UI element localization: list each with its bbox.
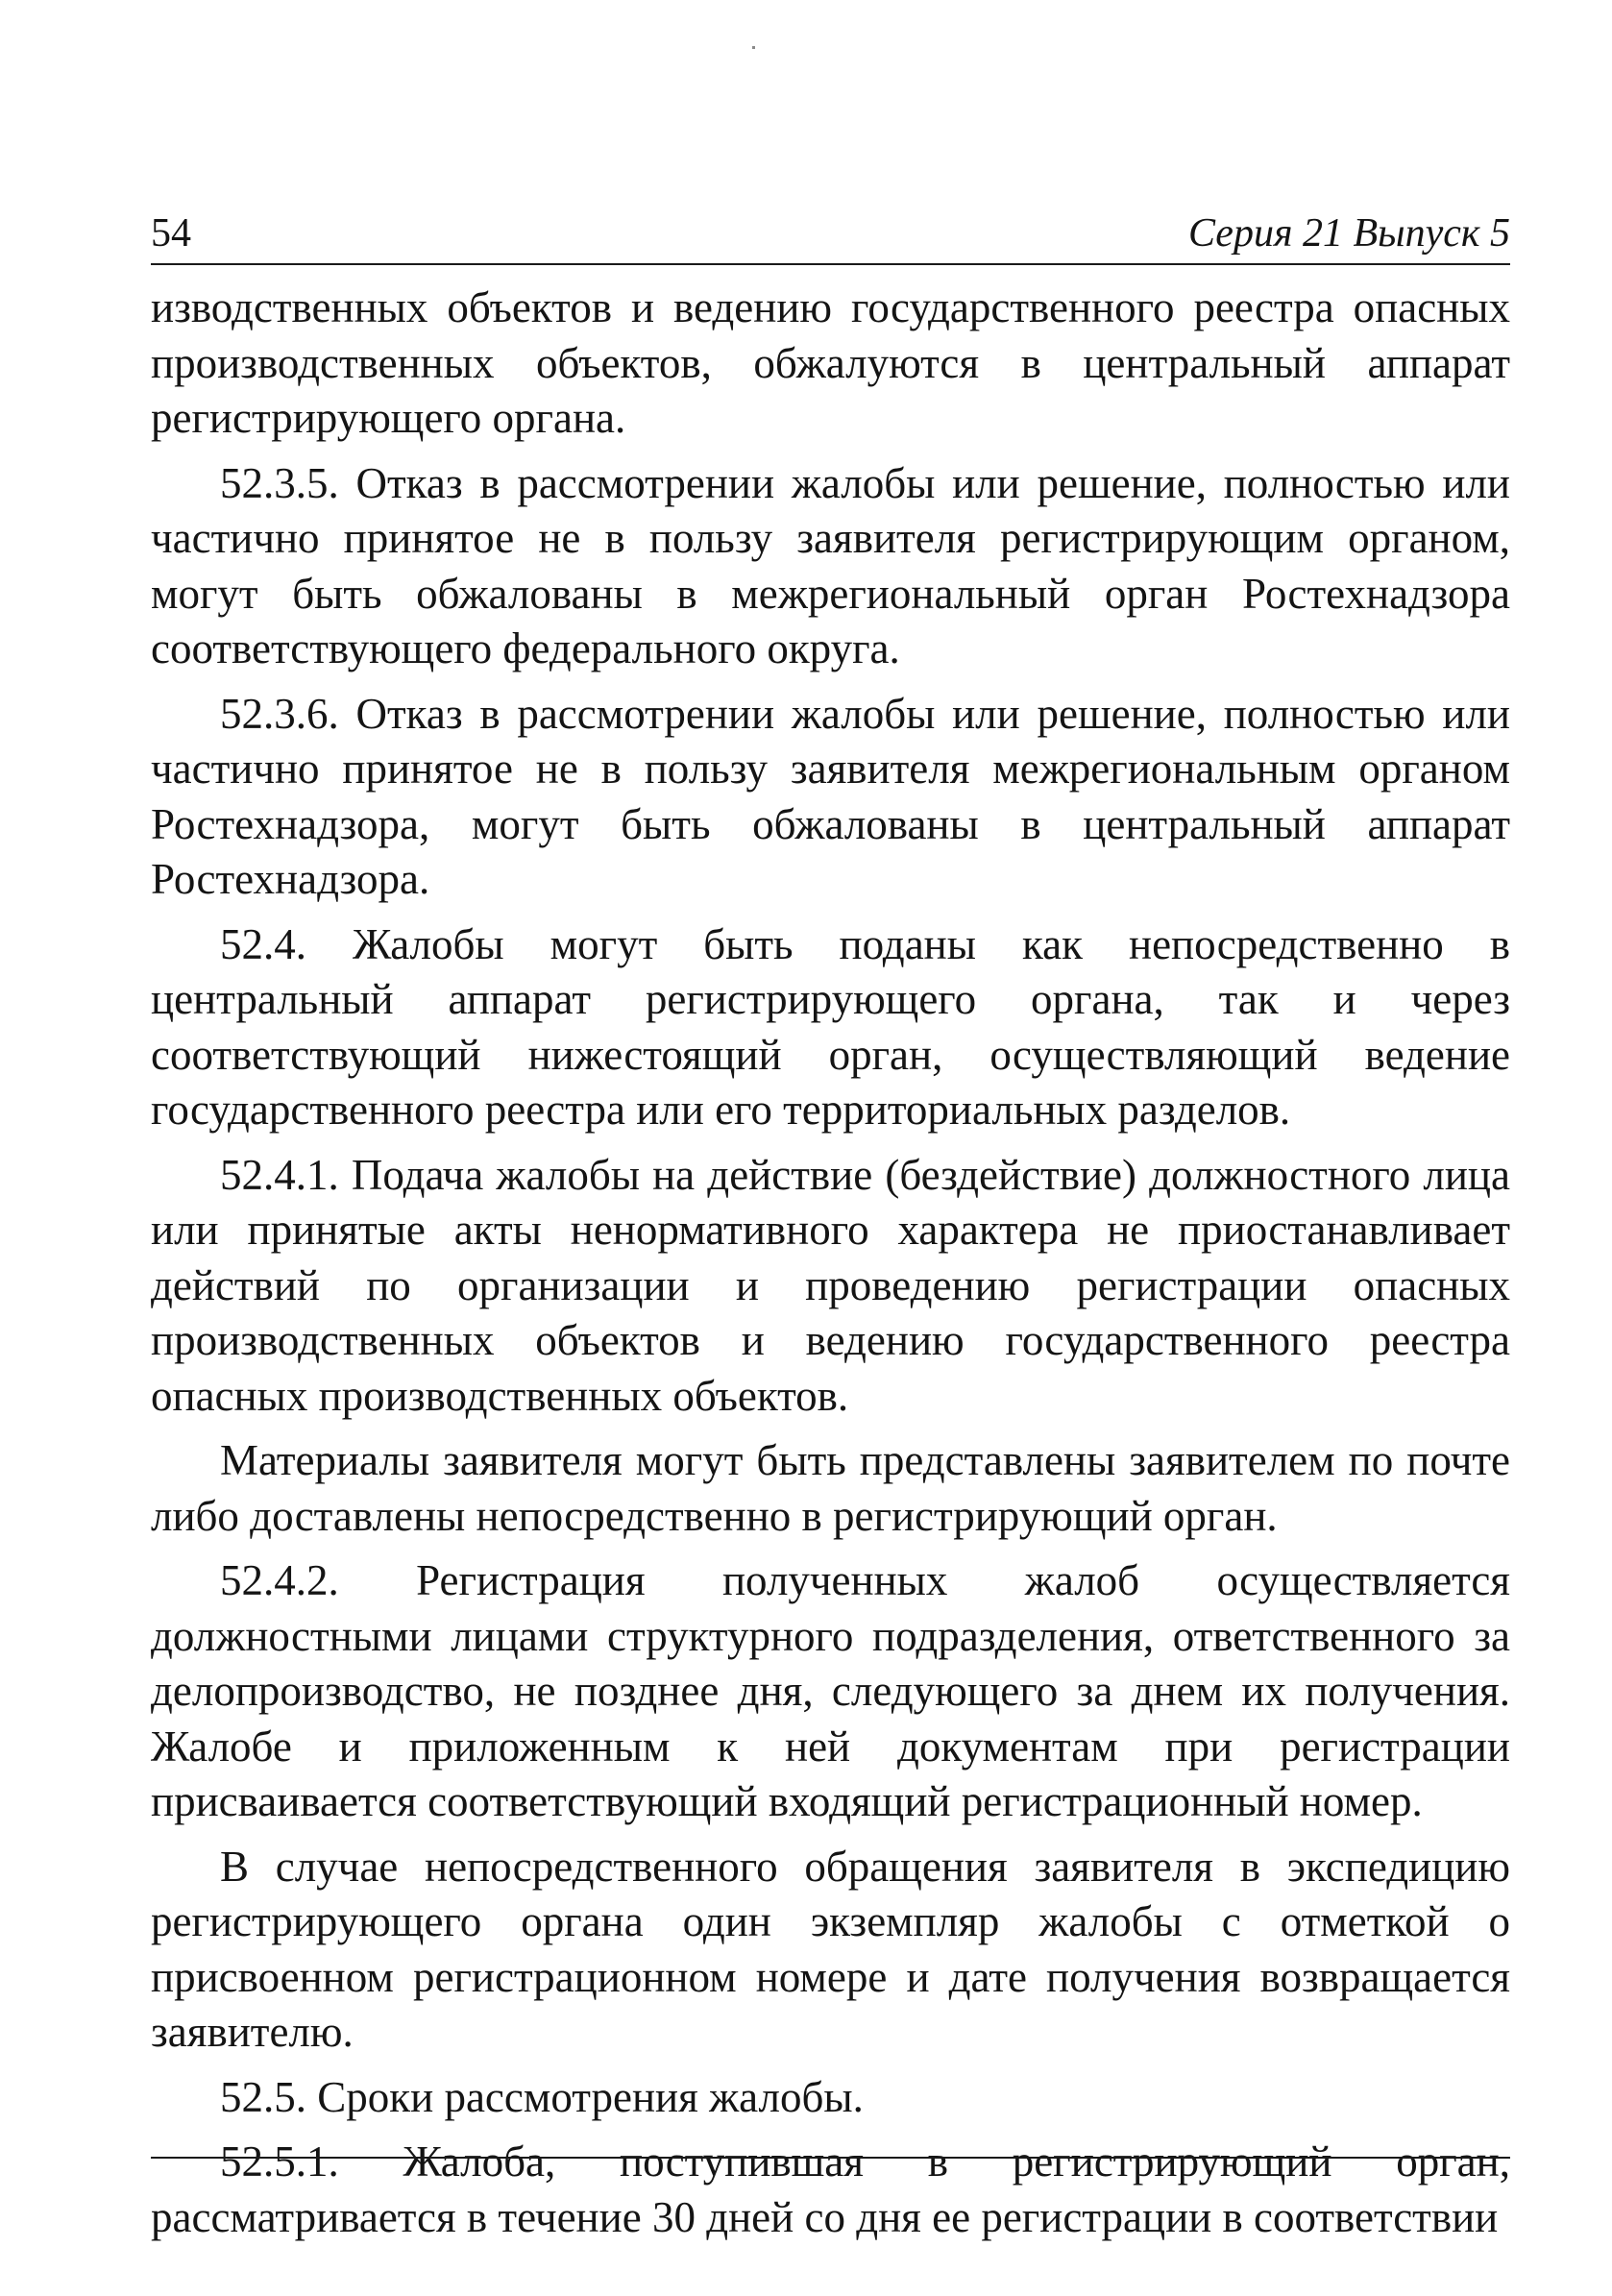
paragraph-52-4-1: 52.4.1. Подача жалобы на действие (бездействие) должностного лица или принятые акты ненормативного характера не приостанавливает действий по организации и проведению регистрации опасных производственных объектов и ведению государственного реестра опасных производственных объектов. xyxy=(151,1150,1510,1420)
paragraph-52-3-6: 52.3.6. Отказ в рассмотрении жалобы или решение, полностью или частично принятое не в пользу заявителя межрегиональным органом Ростехнадзора, могут быть обжалованы в центральный аппарат Ростехнадзора. xyxy=(151,689,1510,903)
running-title: Серия 21 Выпуск 5 xyxy=(1188,211,1510,256)
body-text xyxy=(151,281,1510,2245)
page-number: 54 xyxy=(151,211,191,256)
paragraph-52-5-1: 52.5.1. Жалоба, поступившая в регистрирующий орган, рассматривается в течение 30 дней со дня ее регистрации в соответствии xyxy=(151,2137,1510,2241)
page-header xyxy=(151,209,1510,265)
paragraph-52-5: 52.5. Сроки рассмотрения жалобы. xyxy=(220,2072,864,2121)
paragraph-52-4: 52.4. Жалобы могут быть поданы как непосредственно в центральный аппарат регистрирующего органа, так и через соответствующий нижестоящий орган, осуществляющий ведение государственного реестра или его территориальных разделов. xyxy=(151,919,1510,1134)
paragraph-expedition: В случае непосредственного обращения заявителя в экспедицию регистрирующего органа один экземпляр жалобы с отметкой о присвоенном регистрационном номере и дате получения возвращается заявителю. xyxy=(151,1842,1510,2056)
footer-rule xyxy=(151,2157,1510,2159)
paragraph-materials: Материалы заявителя могут быть представлены заявителем по почте либо доставлены непосредственно в регистрирующий орган. xyxy=(151,1436,1510,1540)
paragraph-52-4-2: 52.4.2. Регистрация полученных жалоб осуществляется должностными лицами структурного подразделения, ответственного за делопроизводство, не позднее дня, следующего за днем их получения. Жалобе и приложенным к ней документам при регистрации присваивается соответствующий входящий регистрационный номер. xyxy=(151,1556,1510,1825)
paragraph-continuation: изводственных объектов и ведению государственного реестра опасных производственных объектов, обжалуются в центральный аппарат регистрирующего органа. xyxy=(151,283,1510,442)
paragraph-52-3-5: 52.3.5. Отказ в рассмотрении жалобы или решение, полностью или частично принятое не в пользу заявителя регистрирующим органом, могут быть обжалованы в межрегиональный орган Ростехнадзора соответствующего федерального округа. xyxy=(151,458,1510,672)
scan-speck xyxy=(752,46,755,49)
